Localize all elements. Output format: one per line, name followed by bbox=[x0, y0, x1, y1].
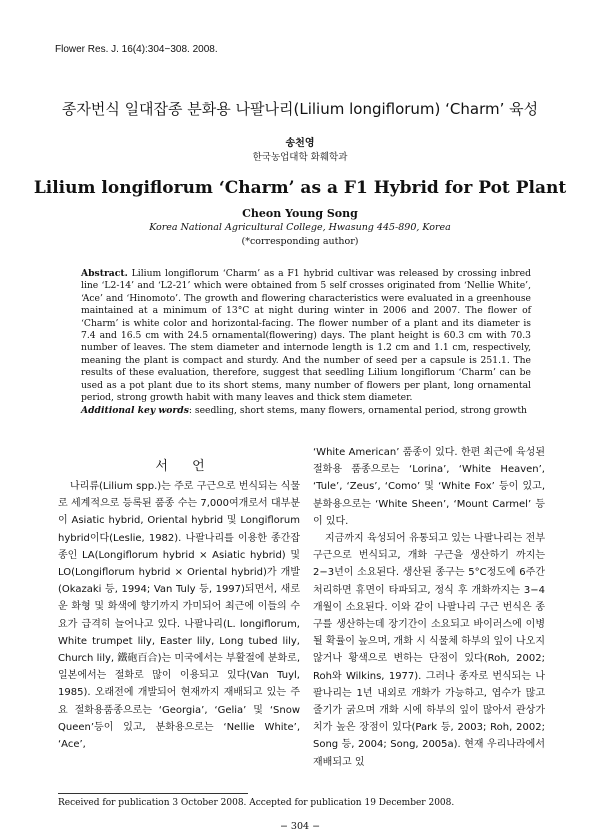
publication-footnote: Received for publication 3 October 2008. Accepted for publication 19 December 2008. bbox=[58, 798, 455, 808]
intro-paragraph-1-continued: ‘White American’ 품종이 있다. 한편 최근에 육성된 절화용 품종으로는 ‘Lorina’, ‘White Heaven’, ‘Tule’, ‘Zeus’, ‘Como’ 및 ‘White Fox’ 등이 있고, 분화용으로는 ‘White Sheen’, ‘Mount Carmel’ 등이 있다. bbox=[313, 447, 545, 527]
korean-title: 종자번식 일대잡종 분화용 나팔나리(Lilium longiflorum) ‘Charm’ 육성 bbox=[61, 100, 539, 118]
abstract-text: Lilium longiflorum ‘Charm’ as a F1 hybrid cultivar was released by crossing inbred line ‘L2-14’ and ‘L2-21’ which were obtained from 5 self crosses originated from ‘Nellie White’, ‘Ace’ and ‘Hinomoto’. The growth and flowering characteristics were evaluated in a greenhouse maintained at a minimum of 13°C at night during winter in 2006 and 2007. The flower of ‘Charm’ is white color and horizontal-facing. The flower number of a plant and its diameter is 7.4 and 16.5 cm with 24.5 ornamental(flowering) days. The plant height is 60.3 cm with 70.3 number of leaves. The stem diameter and internode length is 1.2 cm and 1.1 cm, respectively, meaning the plant is compact and sturdy. And the number of seed per a capsule is 251.1. The results of these evaluation, therefore, suggest that seedling Lilium longiflorum ‘Charm’ can be used as a pot plant due to its short stems, many number of flowers per plant, long ornamental period, strong growth habit with many leaves and thick stem diameter. bbox=[81, 268, 531, 404]
footnote-rule bbox=[58, 793, 248, 794]
journal-citation: Flower Res. J. 16(4):304−308. 2008. bbox=[55, 44, 218, 55]
right-column bbox=[313, 444, 545, 771]
korean-author: 송천영 bbox=[285, 138, 315, 149]
intro-paragraph-1: 나리류(Lilium spp.)는 주로 구근으로 번식되는 식물로 세계적으로 등록된 품종 수는 7,000여개로서 대부분이 Asiatic hybrid, Oriental hybrid 및 Longiflorum hybrid이다(Leslie, 1982). 나팔나리를 이용한 종간잡종인 LA(Longiflorum hybrid × Asiatic hybrid) 및 LO(Longiflorum hybrid × Oriental hybrid)가 개발(Okazaki 등, 1994; Van Tuly 등, 1997)되면서, 새로운 화형 및 화색에 향기까지 가미되어 최근에 이들의 수요가 급격히 늘어나고 있다. 나팔나리(L. longiflorum, White trumpet lily, Easter lily, Long tubed lily, Church lily, 鐵砲百合)는 미국에서는 부활절에 분화로, 일본에서는 절화로 많이 이용되고 있다(Van Tuyl, 1985). 오래전에 개발되어 현재까지 재배되고 있는 주요 절화용품종으로는 ‘Georgia’, ‘Gelia’ 및 ‘Snow Queen’등이 있고, 분화용으로는 ‘Nellie White’, ‘Ace’, bbox=[58, 481, 300, 751]
abstract bbox=[81, 268, 531, 404]
abstract-label: Abstract. bbox=[81, 268, 128, 279]
english-title: Lilium longiflorum ‘Charm’ as a F1 Hybrid for Pot Plant bbox=[33, 178, 567, 198]
page-number: − 304 − bbox=[279, 821, 321, 832]
english-affiliation: Korea National Agricultural College, Hwasung 445-890, Korea bbox=[149, 222, 451, 233]
keywords-text: : seedling, short stems, many flowers, ornamental period, strong growth bbox=[188, 405, 527, 416]
keywords bbox=[81, 405, 531, 416]
section-heading: 서 언 bbox=[155, 459, 215, 474]
english-author: Cheon Young Song bbox=[242, 207, 358, 220]
intro-paragraph-2: 지금까지 육성되어 유통되고 있는 나팔나리는 전부 구근으로 번식되고, 개화 구근을 생산하기 까지는 2−3년이 소요된다. 생산된 종구는 5°C정도에 6주간 처리하면 휴면이 타파되고, 정식 후 개화까지는 3−4 개월이 소요된다. 이와 같이 나팔나리 구근 번식은 종구를 생산하는데 장기간이 소요되고 바이러스에 이병될 확률이 높으며, 개화 시 식물체 하부의 잎이 나오지 않거나 황색으로 변하는 단점이 있다(Roh, 2002; Roh와 Wilkins, 1977). 그러나 종자로 번식되는 나팔나리는 1년 내외로 개화가 가능하고, 엽수가 많고 줄기가 굵으며 개화 시에 하부의 잎이 많아서 관상가치가 높은 장점이 있다(Park 등, 2003; Roh, 2002; Song 등, 2004; Song, 2005a). 현재 우리나라에서 재배되고 있 bbox=[313, 533, 545, 768]
left-column bbox=[58, 478, 300, 753]
keywords-label: Additional key words bbox=[81, 405, 189, 416]
korean-affiliation: 한국농업대학 화훼학과 bbox=[252, 152, 348, 163]
corresponding-note: (*corresponding author) bbox=[241, 236, 359, 247]
